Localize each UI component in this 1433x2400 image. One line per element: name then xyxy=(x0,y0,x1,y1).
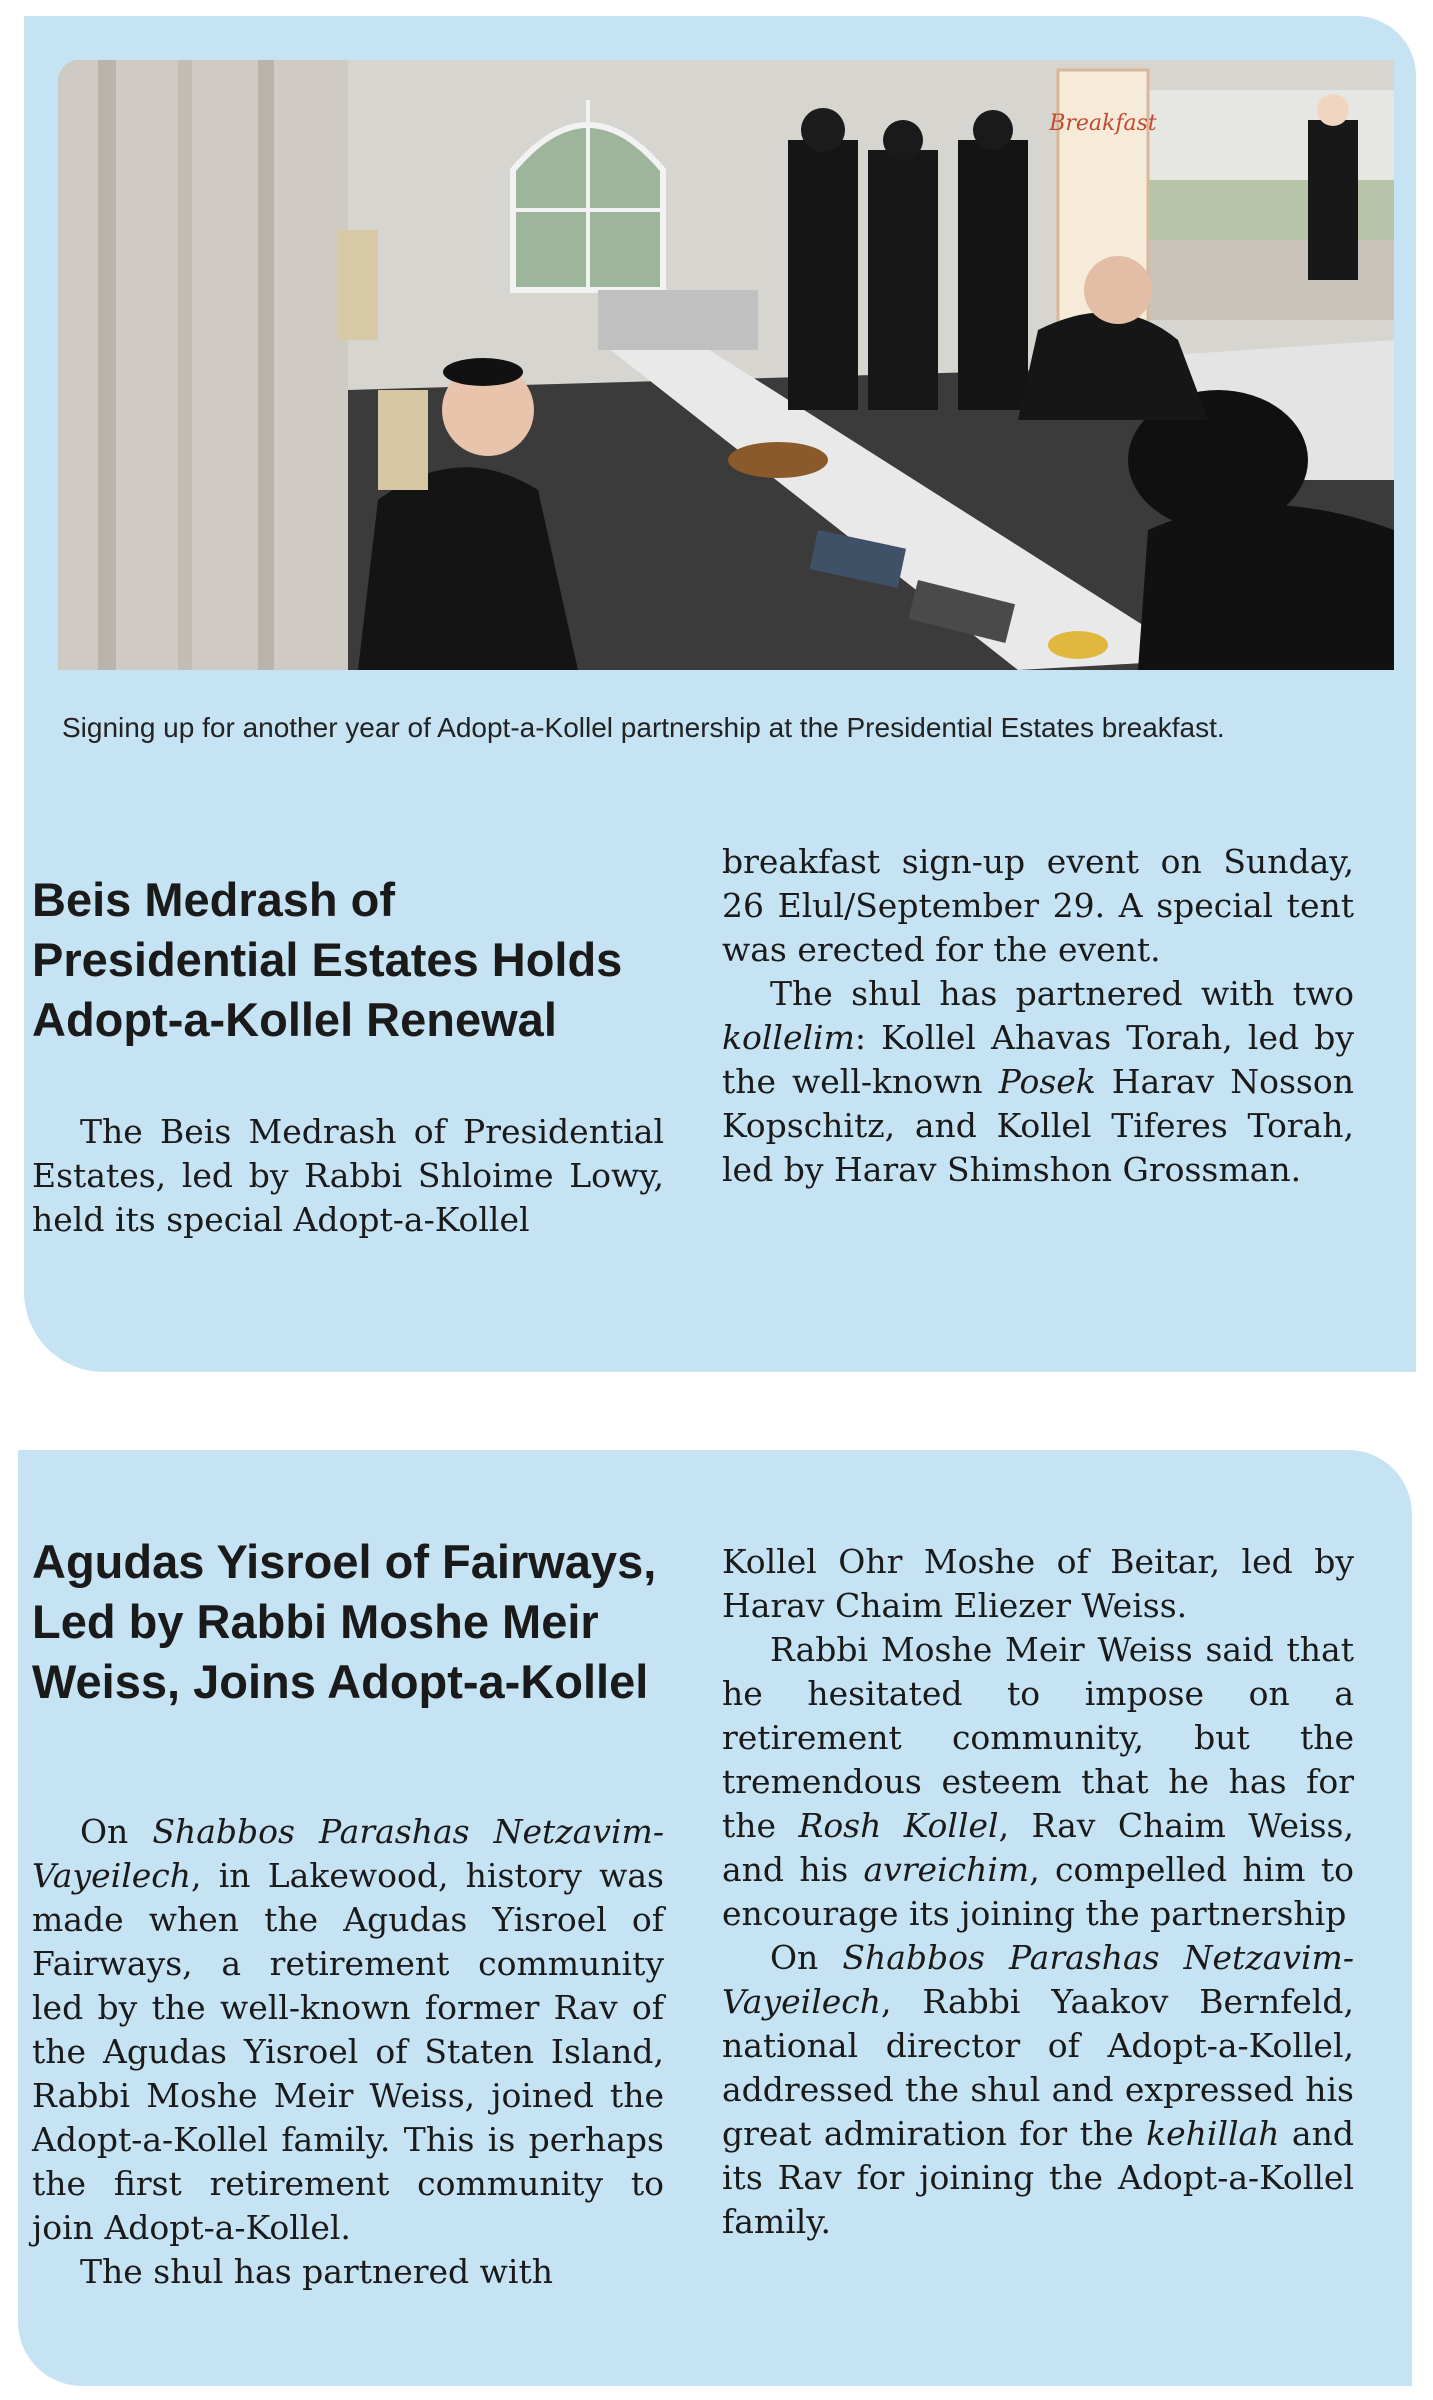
article-2-paragraph-1: On Shabbos Parashas Netzavim-Vayeilech, in Lakewood, history was made when the Agudas Yisroel of Fairways, a retirement community led by the well-known former Rav of the Agudas Yisroel of Staten Island, Rabbi Moshe Meir Weiss, joined the Adopt-a-Kollel family. This is perhaps the first retirement community to join Adopt-a-Kollel. xyxy=(32,1812,664,2247)
article-2-paragraph-4: On Shabbos Parashas Netzavim-Vayeilech, Rabbi Yaakov Bernfeld, national director of Adopt-a-Kollel, addressed the shul and expressed his great admiration for the kehillah and its Rav for joining the Adopt-a-Kollel family. xyxy=(722,1938,1354,2241)
article-2-headline: Agudas Yisroel of Fairways, Led by Rabbi Moshe Meir Weiss, Joins Adopt-a-Kollel xyxy=(32,1535,657,1708)
article-1-headline: Beis Medrash of Presidential Estates Holds Adopt-a-Kollel Renewal xyxy=(32,873,623,1046)
article-2-column-right xyxy=(722,1540,1354,2244)
article-1-paragraph-2: The shul has partnered with two kollelim: Kollel Ahavas Torah, led by the well-known Posek Harav Nosson Kopschitz, and Kollel Tiferes Torah, led by Harav Shimshon Grossman. xyxy=(722,974,1354,1189)
article-2-paragraph-2: The shul has partnered with xyxy=(80,2252,553,2291)
event-photo-illustration xyxy=(58,60,1394,670)
article-1-column-right xyxy=(722,840,1354,1192)
article-1-paragraph-1-cont: breakfast sign-up event on Sunday, 26 Elul/September 29. A special tent was erected for the event. xyxy=(722,842,1354,969)
event-photo xyxy=(58,60,1394,670)
article-2-paragraph-3: Rabbi Moshe Meir Weiss said that he hesitated to impose on a retirement community, but the tremendous esteem that he has for the Rosh Kollel, Rav Chaim Weiss, and his avreichim, compelled him to encourage its joining the partnership xyxy=(722,1630,1355,1933)
article-1-column-left xyxy=(32,1110,664,1242)
article-2-column-left xyxy=(32,1810,664,2294)
sign-title: Breakfast xyxy=(1049,111,1157,136)
photo-caption: Signing up for another year of Adopt-a-Kollel partnership at the Presidential Estates breakfast. xyxy=(62,712,1225,743)
article-2-paragraph-2-cont: Kollel Ohr Moshe of Beitar, led by Harav Chaim Eliezer Weiss. xyxy=(722,1542,1354,1625)
article-1-paragraph-1: The Beis Medrash of Presidential Estates, led by Rabbi Shloime Lowy, held its special Adopt-a-Kollel xyxy=(32,1112,664,1239)
